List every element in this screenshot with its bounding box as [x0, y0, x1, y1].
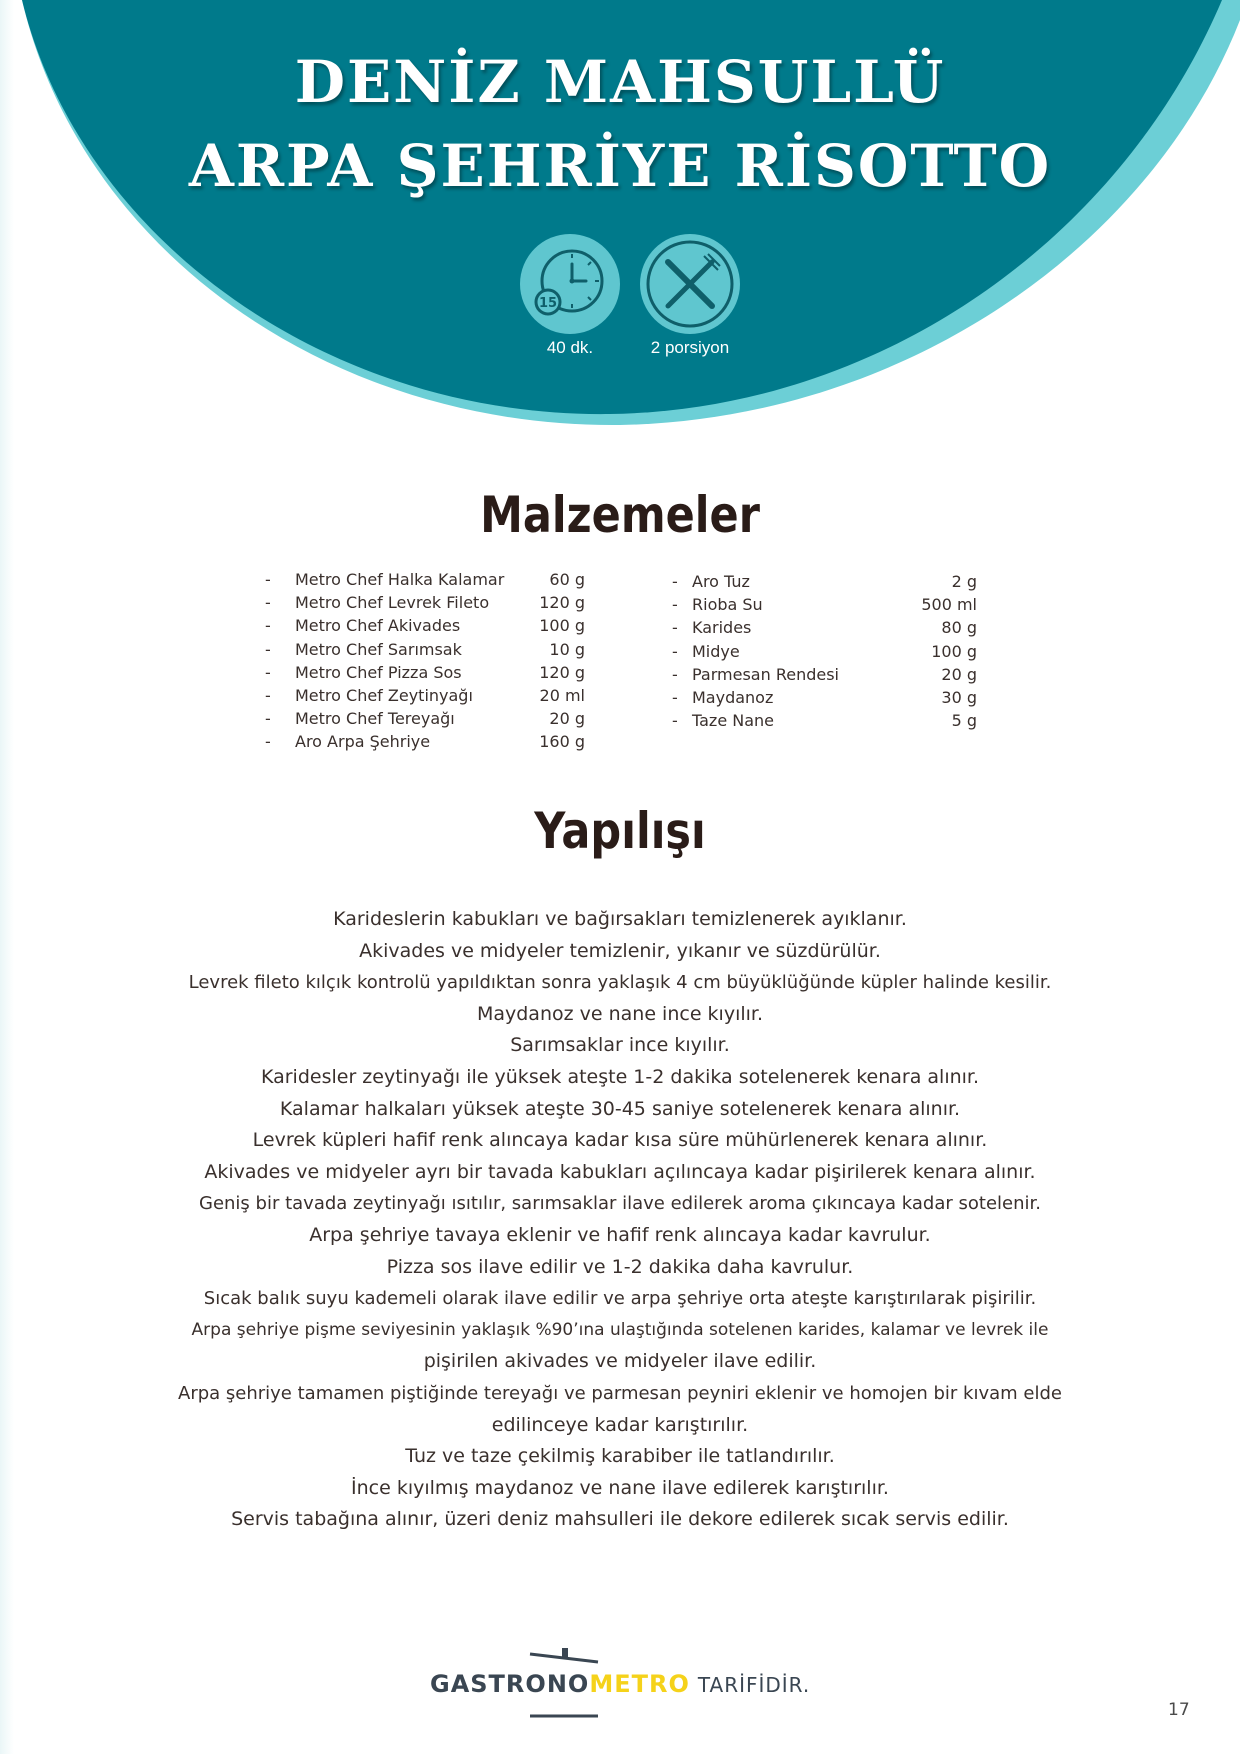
- logo-part-metro: METRO: [589, 1670, 690, 1698]
- ingredient-row: - Aro Arpa Şehriye 160 g: [265, 730, 585, 753]
- ingredient-row: - Metro Chef Tereyağı 20 g: [265, 707, 585, 730]
- ingredients-heading: Malzemeler: [480, 486, 760, 544]
- method-heading: Yapılışı: [534, 802, 706, 860]
- method-line: Levrek fileto kılçık kontrolü yapıldıktan sonra yaklaşık 4 cm büyüklüğünde küpler halinde kesilir.: [188, 972, 1052, 994]
- method-line: Karidesler zeytinyağı ile yüksek ateşte 1-2 dakika sotelenerek kenara alınır.: [260, 1065, 980, 1088]
- ingredient-name: Midye: [692, 641, 740, 661]
- method-line: Pizza sos ilave edilir ve 1-2 dakika daha kavrulur.: [386, 1255, 854, 1278]
- method-line: Arpa şehriye pişme seviyesinin yaklaşık %90’ına ulaştığında sotelenen karides, kalamar ve levrek ile: [191, 1319, 1049, 1340]
- ingredient-qty: 500 ml: [921, 595, 977, 615]
- ingredient-row: - Metro Chef Akivades 100 g: [265, 614, 585, 637]
- method-line: edilinceye kadar karıştırılır.: [491, 1413, 749, 1436]
- ingredient-name: Aro Tuz: [692, 572, 750, 591]
- ingredient-qty: 20 ml: [539, 685, 585, 705]
- logo-suffix: TARİFİDİR.: [697, 1673, 811, 1697]
- method-line: Maydanoz ve nane ince kıyılır.: [476, 1002, 764, 1025]
- ingredient-qty: 30 g: [941, 687, 977, 707]
- ingredient-name: Taze Nane: [692, 711, 775, 731]
- ingredient-name: Metro Chef Halka Kalamar: [295, 570, 505, 589]
- method-line: pişirilen akivades ve midyeler ilave edilir.: [423, 1350, 817, 1373]
- ingredient-qty: 60 g: [549, 570, 585, 589]
- method-line: Akivades ve midyeler ayrı bir tavada kabukları açılıncaya kadar pişirilerek kenara alınır.: [204, 1160, 1036, 1183]
- recipe-title-line-2: ARPA ŞEHRİYE RİSOTTO: [188, 132, 1052, 200]
- method-line: İnce kıyılmış maydanoz ve nane ilave edilerek karıştırılır.: [351, 1476, 889, 1499]
- method-line: Servis tabağına alınır, üzeri deniz mahsulleri ile dekore edilerek sıcak servis edilir.: [231, 1508, 1009, 1531]
- ingredient-row: - Metro Chef Levrek Fileto 120 g: [265, 591, 585, 614]
- method-line: Geniş bir tavada zeytinyağı ısıtılır, sarımsaklar ilave edilerek aroma çıkıncaya kadar sotelenir.: [199, 1193, 1041, 1215]
- method-line: Levrek küpleri hafif renk alıncaya kadar kısa süre mühürlenerek kenara alınır.: [252, 1129, 988, 1152]
- method-line: Kalamar halkaları yüksek ateşte 30-45 saniye sotelenerek kenara alınır.: [279, 1097, 961, 1120]
- logo-wordmark: [430, 1670, 810, 1698]
- ingredient-row: - Karides 80 g: [672, 616, 977, 639]
- method-line: Akivades ve midyeler temizlenir, yıkanır ve süzdürülür.: [359, 939, 881, 962]
- page-number: 17: [1168, 1700, 1190, 1720]
- ingredient-name: Metro Chef Tereyağı: [295, 709, 455, 729]
- ingredient-name: Maydanoz: [692, 687, 774, 707]
- time-label: 40 dk.: [546, 338, 594, 357]
- ingredient-qty: 120 g: [539, 662, 585, 682]
- ingredient-name: Rioba Su: [692, 595, 763, 615]
- recipe-title-line-1: DENİZ MAHSULLÜ: [294, 48, 946, 116]
- ingredient-qty: 80 g: [941, 618, 977, 638]
- ingredient-qty: 2 g: [951, 572, 977, 591]
- ingredient-qty: 20 g: [549, 709, 585, 729]
- ingredient-qty: 100 g: [539, 616, 585, 636]
- ingredient-row: - Aro Tuz 2 g: [672, 570, 977, 593]
- ingredient-qty: 160 g: [539, 732, 585, 752]
- ingredient-name: Metro Chef Sarımsak: [295, 639, 462, 659]
- portion-label: 2 porsiyon: [650, 338, 730, 357]
- ingredient-row: - Rioba Su 500 ml: [672, 593, 977, 616]
- ingredient-row: - Taze Nane 5 g: [672, 709, 977, 732]
- ingredient-row: - Parmesan Rendesi 20 g: [672, 663, 977, 686]
- fork-knife-icon: [640, 234, 740, 334]
- portion-badge: [640, 234, 740, 334]
- ingredient-row: - Metro Chef Halka Kalamar 60 g: [265, 568, 585, 591]
- clock-icon: [520, 234, 620, 334]
- ingredient-row: - Maydanoz 30 g: [672, 686, 977, 709]
- method-line: Sıcak balık suyu kademeli olarak ilave edilir ve arpa şehriye orta ateşte karıştırılarak pişirilir.: [203, 1288, 1037, 1310]
- logo-part-gastrono: GASTRONO: [430, 1670, 590, 1698]
- method-line: Tuz ve taze çekilmiş karabiber ile tatlandırılır.: [405, 1445, 835, 1468]
- ingredient-name: Metro Chef Zeytinyağı: [295, 685, 473, 705]
- ingredient-row: - Metro Chef Zeytinyağı 20 ml: [265, 684, 585, 707]
- ingredients-list-left: [265, 568, 585, 754]
- ingredient-qty: 20 g: [941, 664, 977, 684]
- ingredient-name: Metro Chef Pizza Sos: [295, 662, 462, 682]
- ingredient-name: Metro Chef Akivades: [295, 616, 461, 636]
- time-badge-number: 15: [538, 296, 558, 311]
- ingredient-name: Karides: [692, 618, 752, 638]
- method-steps: [150, 904, 1090, 1536]
- ingredient-row: - Midye 100 g: [672, 640, 977, 663]
- method-line: Karideslerin kabukları ve bağırsakları temizlenerek ayıklanır.: [333, 908, 907, 930]
- ingredient-name: Aro Arpa Şehriye: [295, 732, 431, 752]
- ingredient-name: Parmesan Rendesi: [692, 664, 839, 684]
- ingredient-row: - Metro Chef Pizza Sos 120 g: [265, 661, 585, 684]
- ingredient-qty: 5 g: [951, 711, 977, 731]
- method-line: Arpa şehriye tavaya eklenir ve hafif renk alıncaya kadar kavrulur.: [309, 1223, 931, 1246]
- ingredient-qty: 100 g: [931, 641, 977, 661]
- ingredient-row: - Metro Chef Sarımsak 10 g: [265, 638, 585, 661]
- ingredient-name: Metro Chef Levrek Fileto: [295, 593, 490, 613]
- gastrometro-logo: [430, 1640, 830, 1720]
- method-line: Arpa şehriye tamamen piştiğinde tereyağı ve parmesan peyniri eklenir ve homojen bir kıvam elde: [178, 1382, 1062, 1404]
- ingredient-qty: 120 g: [539, 593, 585, 613]
- method-line: Sarımsaklar ince kıyılır.: [510, 1034, 730, 1057]
- time-badge: [520, 234, 620, 334]
- ingredients-list-right: [672, 570, 977, 732]
- ingredient-qty: 10 g: [549, 639, 585, 659]
